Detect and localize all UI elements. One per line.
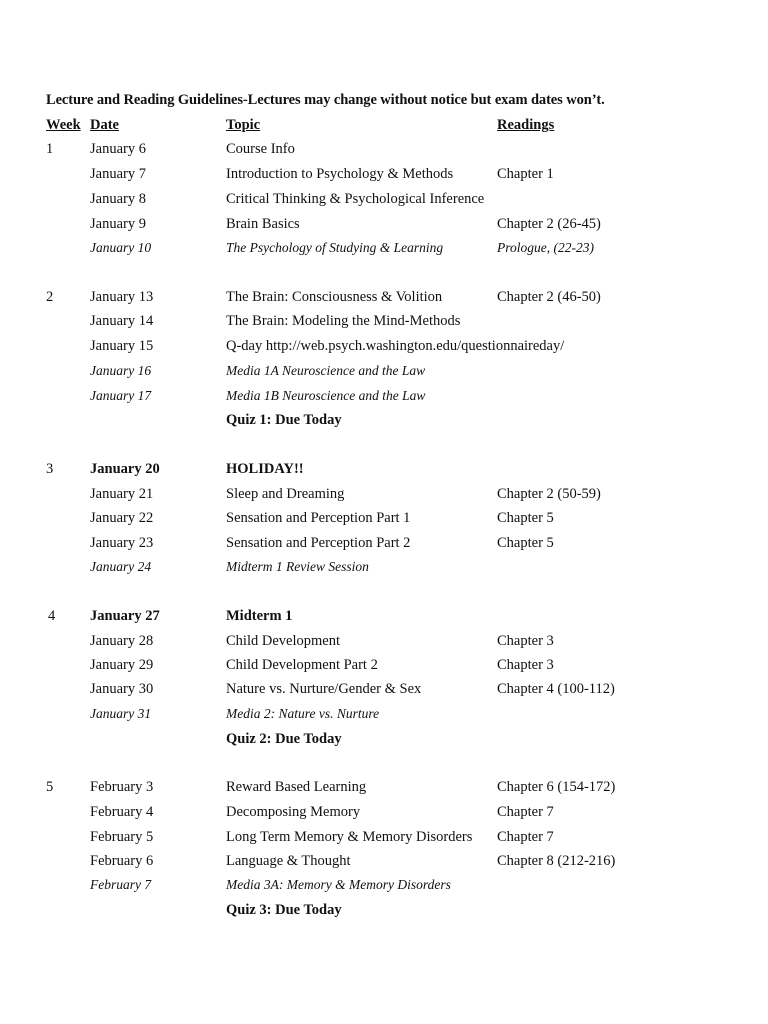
row-readings: Chapter 2 (50-59) xyxy=(497,486,601,502)
row-date: February 7 xyxy=(90,877,152,892)
schedule-row xyxy=(0,853,768,873)
row-readings: Chapter 8 (212-216) xyxy=(497,853,616,869)
schedule-row xyxy=(0,779,768,799)
row-topic: Child Development Part 2 xyxy=(226,657,378,673)
schedule-row xyxy=(0,706,768,726)
row-topic: Q-day http://web.psych.washington.edu/questionnaireday/ xyxy=(226,338,565,354)
row-topic: Media 1B Neuroscience and the Law xyxy=(226,388,426,403)
row-date: January 6 xyxy=(90,141,146,157)
row-date: January 31 xyxy=(90,706,152,721)
row-readings: Chapter 7 xyxy=(497,804,554,820)
week-number: 3 xyxy=(46,461,54,477)
row-readings: Chapter 6 (154-172) xyxy=(497,779,616,795)
row-date: January 28 xyxy=(90,633,154,649)
schedule-row xyxy=(0,240,768,260)
row-date: January 29 xyxy=(90,657,154,673)
schedule-row xyxy=(0,141,768,161)
row-readings: Chapter 3 xyxy=(497,657,554,673)
quiz-row xyxy=(0,412,768,432)
quiz-row xyxy=(0,902,768,922)
schedule-row xyxy=(0,829,768,849)
column-header-date: Date xyxy=(90,117,119,133)
column-header-readings: Readings xyxy=(497,117,555,133)
row-readings: Chapter 4 (100-112) xyxy=(497,681,615,697)
row-topic: Media 3A: Memory & Memory Disorders xyxy=(226,877,451,892)
row-topic: Sleep and Dreaming xyxy=(226,486,345,502)
row-topic: Course Info xyxy=(226,141,295,157)
row-topic: Midterm 1 xyxy=(226,608,293,624)
row-readings: Chapter 5 xyxy=(497,535,554,551)
row-readings: Chapter 1 xyxy=(497,166,554,182)
row-date: January 10 xyxy=(90,240,152,255)
row-date: February 3 xyxy=(90,779,154,795)
row-topic: Sensation and Perception Part 2 xyxy=(226,535,411,551)
row-topic: Long Term Memory & Memory Disorders xyxy=(226,829,473,845)
schedule-row xyxy=(0,338,768,358)
schedule-row xyxy=(0,166,768,186)
schedule-row xyxy=(0,363,768,383)
document-heading: Lecture and Reading Guidelines-Lectures may change without notice but exam dates won’t. xyxy=(46,92,605,108)
quiz-due-label: Quiz 2: Due Today xyxy=(226,731,342,747)
column-header-topic: Topic xyxy=(226,117,261,133)
row-date: January 22 xyxy=(90,510,154,526)
row-readings: Chapter 7 xyxy=(497,829,554,845)
schedule-row xyxy=(0,657,768,677)
row-date: January 17 xyxy=(90,388,152,403)
schedule-row xyxy=(0,216,768,236)
row-topic: Nature vs. Nurture/Gender & Sex xyxy=(226,681,422,697)
row-topic: The Brain: Modeling the Mind-Methods xyxy=(226,313,461,329)
week-number: 5 xyxy=(46,779,54,795)
schedule-row xyxy=(0,191,768,211)
row-date: January 13 xyxy=(90,289,154,305)
row-topic: Midterm 1 Review Session xyxy=(226,559,369,574)
row-date: January 16 xyxy=(90,363,152,378)
schedule-row xyxy=(0,313,768,333)
row-date: January 14 xyxy=(90,313,154,329)
week-number: 4 xyxy=(48,608,56,624)
row-topic: The Brain: Consciousness & Volition xyxy=(226,289,443,305)
row-date: January 30 xyxy=(90,681,154,697)
row-topic: Critical Thinking & Psychological Inference xyxy=(226,191,485,207)
schedule-row xyxy=(0,461,768,481)
schedule-row xyxy=(0,486,768,506)
row-topic: Media 1A Neuroscience and the Law xyxy=(226,363,426,378)
schedule-row xyxy=(0,289,768,309)
week-number: 2 xyxy=(46,289,54,305)
column-header-week: Week xyxy=(46,117,81,133)
quiz-row xyxy=(0,731,768,751)
row-readings: Chapter 2 (46-50) xyxy=(497,289,601,305)
schedule-row xyxy=(0,388,768,408)
quiz-due-label: Quiz 3: Due Today xyxy=(226,902,342,918)
row-date: January 27 xyxy=(90,608,160,624)
row-topic: Language & Thought xyxy=(226,853,351,869)
schedule-row xyxy=(0,535,768,555)
week-number: 1 xyxy=(46,141,54,157)
row-readings: Chapter 2 (26-45) xyxy=(497,216,601,232)
row-date: January 15 xyxy=(90,338,154,354)
row-topic: The Psychology of Studying & Learning xyxy=(226,240,444,255)
row-topic: Introduction to Psychology & Methods xyxy=(226,166,454,182)
row-readings: Chapter 5 xyxy=(497,510,554,526)
row-date: January 23 xyxy=(90,535,154,551)
row-date: January 8 xyxy=(90,191,146,207)
row-date: January 21 xyxy=(90,486,154,502)
row-date: February 5 xyxy=(90,829,154,845)
row-topic: HOLIDAY!! xyxy=(226,461,304,477)
schedule-row xyxy=(0,510,768,530)
quiz-due-label: Quiz 1: Due Today xyxy=(226,412,342,428)
row-topic: Child Development xyxy=(226,633,340,649)
row-readings: Chapter 3 xyxy=(497,633,554,649)
row-topic: Media 2: Nature vs. Nurture xyxy=(226,706,380,721)
row-date: January 9 xyxy=(90,216,146,232)
row-date: February 4 xyxy=(90,804,154,820)
row-date: January 24 xyxy=(90,559,152,574)
row-topic: Decomposing Memory xyxy=(226,804,361,820)
row-date: January 7 xyxy=(90,166,146,182)
schedule-row xyxy=(0,877,768,897)
schedule-row xyxy=(0,608,768,628)
row-topic: Reward Based Learning xyxy=(226,779,367,795)
row-readings: Prologue, (22-23) xyxy=(497,240,594,255)
row-date: February 6 xyxy=(90,853,154,869)
row-topic: Brain Basics xyxy=(226,216,300,232)
schedule-row xyxy=(0,633,768,653)
schedule-row xyxy=(0,804,768,824)
row-topic: Sensation and Perception Part 1 xyxy=(226,510,411,526)
row-date: January 20 xyxy=(90,461,160,477)
schedule-row xyxy=(0,681,768,701)
schedule-row xyxy=(0,559,768,579)
